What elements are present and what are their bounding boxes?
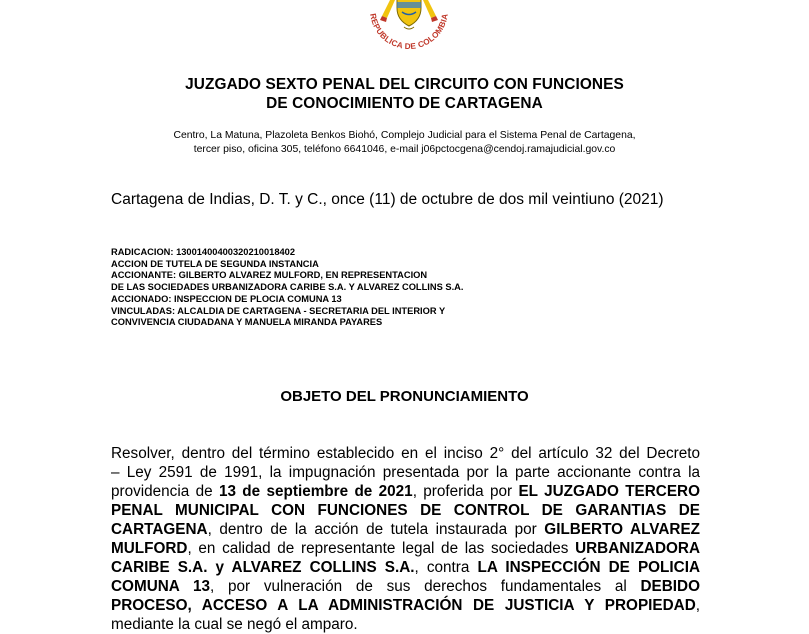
court-name-line-2: DE CONOCIMIENTO DE CARTAGENA <box>266 95 543 112</box>
court-name-line-1: JUZGADO SEXTO PENAL DEL CIRCUITO CON FUNCIONES <box>185 76 624 93</box>
body-line-9 <box>111 596 700 615</box>
body-text: , por vulneración de sus derechos fundamentales al <box>210 578 641 595</box>
body-text: , dentro de la acción de tutela instaurada por <box>207 521 545 538</box>
svg-text:REPUBLICA DE COLOMBIA: REPUBLICA DE COLOMBIA <box>368 12 450 52</box>
body-text: mediante la cual se negó el amparo. <box>111 616 358 633</box>
body-line-8 <box>111 577 700 596</box>
body-line-5 <box>111 520 700 539</box>
document-date: Cartagena de Indias, D. T. y C., once (11) de octubre de dos mil veintiuno (2021) <box>111 191 664 208</box>
court-address-line-1: Centro, La Matuna, Plazoleta Benkos Biohó, Complejo Judicial para el Sistema Penal de Cartagena, <box>173 130 636 141</box>
case-action-type: ACCION DE TUTELA DE SEGUNDA INSTANCIA <box>111 258 319 269</box>
body-text: , <box>695 597 700 614</box>
body-text: , proferida por <box>412 483 519 500</box>
section-title: OBJETO DEL PRONUNCIAMIENTO <box>280 388 529 405</box>
colombia-seal-icon <box>360 0 458 52</box>
body-line-6 <box>111 539 700 558</box>
case-accionante: ACCIONANTE: GILBERTO ALVAREZ MULFORD, EN REPRESENTACION <box>111 270 428 281</box>
body-line-3 <box>111 482 700 501</box>
body-bold-text: PENAL MUNICIPAL CON FUNCIONES DE CONTROL DE GARANTIAS DE <box>111 502 700 519</box>
body-line-2 <box>111 463 700 482</box>
body-bold-text: COMUNA 13 <box>111 578 211 595</box>
body-text: , contra <box>414 559 478 576</box>
body-text: , en calidad de representante legal de las sociedades <box>187 540 576 557</box>
body-text: Resolver, dentro del término establecido en el inciso 2° del artículo 32 del Decreto <box>111 445 700 462</box>
case-accionante-cont: DE LAS SOCIEDADES URBANIZADORA CARIBE S.A. Y ALVAREZ COLLINS S.A. <box>111 282 464 293</box>
body-bold-text: CARTAGENA <box>111 521 208 538</box>
body-text: – Ley 2591 de 1991, la impugnación presentada por la parte accionante contra la <box>111 464 700 481</box>
body-bold-text: EL JUZGADO TERCERO <box>518 483 700 500</box>
case-radicacion: RADICACION: 13001400400320210018402 <box>111 247 295 257</box>
case-data-block <box>111 247 671 329</box>
body-line-4 <box>111 501 700 520</box>
body-bold-text: 13 de septiembre de 2021 <box>218 483 413 500</box>
body-line-7 <box>111 558 700 577</box>
body-line-1 <box>111 444 700 463</box>
body-bold-text: CARIBE S.A. y ALVAREZ COLLINS S.A. <box>111 559 415 576</box>
case-vinculadas: VINCULADAS: ALCALDIA DE CARTAGENA - SECRETARIA DEL INTERIOR Y <box>111 305 446 316</box>
body-line-10 <box>111 615 700 634</box>
body-bold-text: DEBIDO <box>640 578 700 595</box>
body-text: providencia de <box>111 483 219 500</box>
case-accionado: ACCIONADO: INSPECCION DE PLOCIA COMUNA 13 <box>111 293 342 304</box>
body-bold-text: URBANIZADORA <box>575 540 700 557</box>
body-bold-text: LA INSPECCIÓN DE POLICIA <box>477 559 700 576</box>
body-bold-text: PROCESO, ACCESO A LA ADMINISTRACIÓN DE JUSTICIA Y PROPIEDAD <box>111 597 696 614</box>
body-bold-text: GILBERTO ALVAREZ <box>544 521 700 538</box>
case-vinculadas-cont: CONVIVENCIA CIUDADANA Y MANUELA MIRANDA PAYARES <box>111 317 383 328</box>
body-bold-text: MULFORD <box>111 540 188 557</box>
court-address-line-2: tercer piso, oficina 305, teléfono 6641046, e-mail j06pctocgena@cendoj.ramajudicial.gov.co <box>193 144 616 155</box>
